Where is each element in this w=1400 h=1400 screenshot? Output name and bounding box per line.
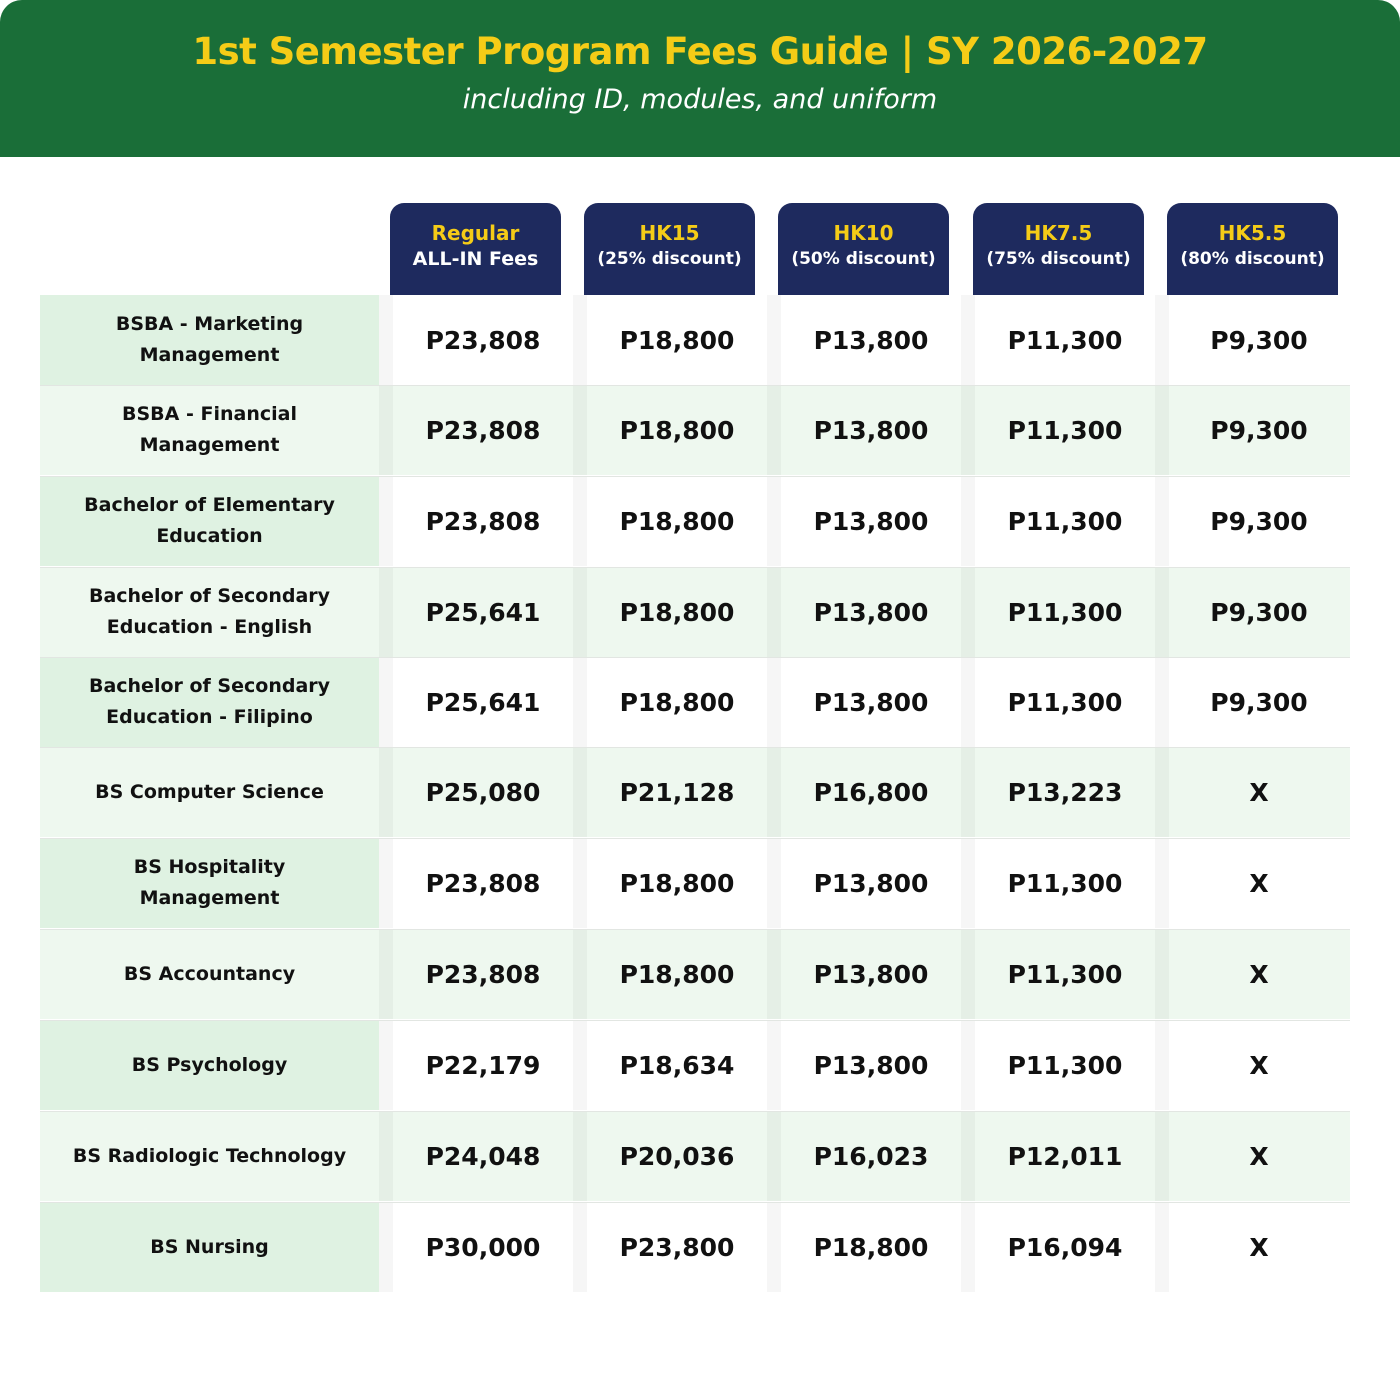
fee-hk15: P23,800 <box>573 1202 767 1292</box>
column-header-hk15 <box>584 203 755 295</box>
fee-hk5-5: P9,300 <box>1155 295 1349 385</box>
fee-hk15: P18,800 <box>573 385 767 475</box>
fees-table <box>40 295 1350 1293</box>
fee-hk10: P18,800 <box>767 1202 961 1292</box>
fee-hk10: P16,800 <box>767 747 961 837</box>
program-name: BS Accountancy <box>40 929 379 1019</box>
row-divider <box>40 1202 1350 1203</box>
page-subtitle: including ID, modules, and uniform <box>462 84 938 115</box>
fee-regular: P23,808 <box>379 385 573 475</box>
column-header-line2: (75% discount) <box>986 249 1131 269</box>
program-name: Bachelor of Secondary Education - Filipino <box>40 657 379 747</box>
fee-hk7-5: P11,300 <box>961 838 1155 928</box>
column-header-line1: HK7.5 <box>1024 221 1093 245</box>
row-divider <box>40 1020 1350 1021</box>
fee-regular: P25,080 <box>379 747 573 837</box>
fee-hk5-5: X <box>1155 838 1349 928</box>
fee-hk5-5: X <box>1155 1020 1349 1110</box>
fee-hk15: P18,800 <box>573 567 767 657</box>
program-name: BS Computer Science <box>40 747 379 837</box>
header-banner <box>0 0 1400 157</box>
fee-hk10: P13,800 <box>767 295 961 385</box>
fee-hk15: P18,800 <box>573 929 767 1019</box>
fee-regular: P30,000 <box>379 1202 573 1292</box>
table-row <box>40 657 1350 747</box>
fee-regular: P22,179 <box>379 1020 573 1110</box>
row-divider <box>40 476 1350 477</box>
row-divider <box>40 747 1350 748</box>
table-row <box>40 747 1350 837</box>
fee-hk10: P13,800 <box>767 476 961 566</box>
column-header-line1: HK5.5 <box>1218 221 1287 245</box>
table-row <box>40 1111 1350 1201</box>
fee-regular: P25,641 <box>379 567 573 657</box>
fee-hk7-5: P12,011 <box>961 1111 1155 1201</box>
fee-regular: P23,808 <box>379 929 573 1019</box>
fee-hk5-5: X <box>1155 1202 1349 1292</box>
table-row <box>40 567 1350 657</box>
program-name: BS Hospitality Management <box>40 838 379 928</box>
page-title: 1st Semester Program Fees Guide | SY 2026-2027 <box>192 30 1208 73</box>
fee-hk10: P13,800 <box>767 929 961 1019</box>
fee-hk10: P13,800 <box>767 567 961 657</box>
fee-hk7-5: P11,300 <box>961 1020 1155 1110</box>
program-name: BSBA - Marketing Management <box>40 295 379 385</box>
fee-hk7-5: P11,300 <box>961 476 1155 566</box>
column-header-hk5-5 <box>1167 203 1338 295</box>
fee-hk5-5: P9,300 <box>1155 567 1349 657</box>
column-header-line2: ALL-IN Fees <box>412 248 539 270</box>
table-row <box>40 385 1350 475</box>
column-header-line2: (80% discount) <box>1180 249 1325 269</box>
fee-hk7-5: P11,300 <box>961 657 1155 747</box>
fee-regular: P24,048 <box>379 1111 573 1201</box>
column-header-line1: HK10 <box>833 221 894 245</box>
fee-regular: P25,641 <box>379 657 573 747</box>
row-divider <box>40 567 1350 568</box>
fee-regular: P23,808 <box>379 838 573 928</box>
fee-regular: P23,808 <box>379 476 573 566</box>
program-name: Bachelor of Elementary Education <box>40 476 379 566</box>
fee-hk5-5: P9,300 <box>1155 385 1349 475</box>
fee-hk15: P18,800 <box>573 838 767 928</box>
fee-hk5-5: X <box>1155 929 1349 1019</box>
fee-hk15: P18,634 <box>573 1020 767 1110</box>
column-header-hk7-5 <box>973 203 1144 295</box>
fee-hk7-5: P11,300 <box>961 567 1155 657</box>
fee-hk10: P13,800 <box>767 385 961 475</box>
table-row <box>40 1202 1350 1292</box>
column-header-regular <box>390 203 561 295</box>
fee-hk5-5: P9,300 <box>1155 657 1349 747</box>
table-row <box>40 476 1350 566</box>
column-header-line2: (25% discount) <box>597 249 742 269</box>
row-divider <box>40 929 1350 930</box>
fee-hk15: P18,800 <box>573 657 767 747</box>
table-row <box>40 295 1350 385</box>
row-divider <box>40 1111 1350 1112</box>
fee-hk7-5: P16,094 <box>961 1202 1155 1292</box>
fee-hk10: P16,023 <box>767 1111 961 1201</box>
program-name: BS Nursing <box>40 1202 379 1292</box>
fee-regular: P23,808 <box>379 295 573 385</box>
row-divider <box>40 838 1350 839</box>
fee-hk15: P21,128 <box>573 747 767 837</box>
fee-hk15: P18,800 <box>573 295 767 385</box>
column-header-line1: Regular <box>431 221 520 245</box>
fee-hk5-5: X <box>1155 747 1349 837</box>
program-name: Bachelor of Secondary Education - English <box>40 567 379 657</box>
fee-hk7-5: P11,300 <box>961 385 1155 475</box>
fee-hk7-5: P11,300 <box>961 929 1155 1019</box>
fee-hk10: P13,800 <box>767 1020 961 1110</box>
column-header-line1: HK15 <box>639 221 700 245</box>
fee-hk5-5: P9,300 <box>1155 476 1349 566</box>
row-divider <box>40 657 1350 658</box>
column-header-hk10 <box>778 203 949 295</box>
column-header-line2: (50% discount) <box>791 249 936 269</box>
program-name: BS Psychology <box>40 1020 379 1110</box>
fee-hk10: P13,800 <box>767 838 961 928</box>
table-row <box>40 1020 1350 1110</box>
row-divider <box>40 385 1350 386</box>
fee-hk15: P18,800 <box>573 476 767 566</box>
fee-hk15: P20,036 <box>573 1111 767 1201</box>
table-row <box>40 838 1350 928</box>
program-name: BS Radiologic Technology <box>40 1111 379 1201</box>
fee-hk5-5: X <box>1155 1111 1349 1201</box>
program-name: BSBA - Financial Management <box>40 385 379 475</box>
fee-hk7-5: P11,300 <box>961 295 1155 385</box>
fee-hk10: P13,800 <box>767 657 961 747</box>
table-row <box>40 929 1350 1019</box>
fee-hk7-5: P13,223 <box>961 747 1155 837</box>
